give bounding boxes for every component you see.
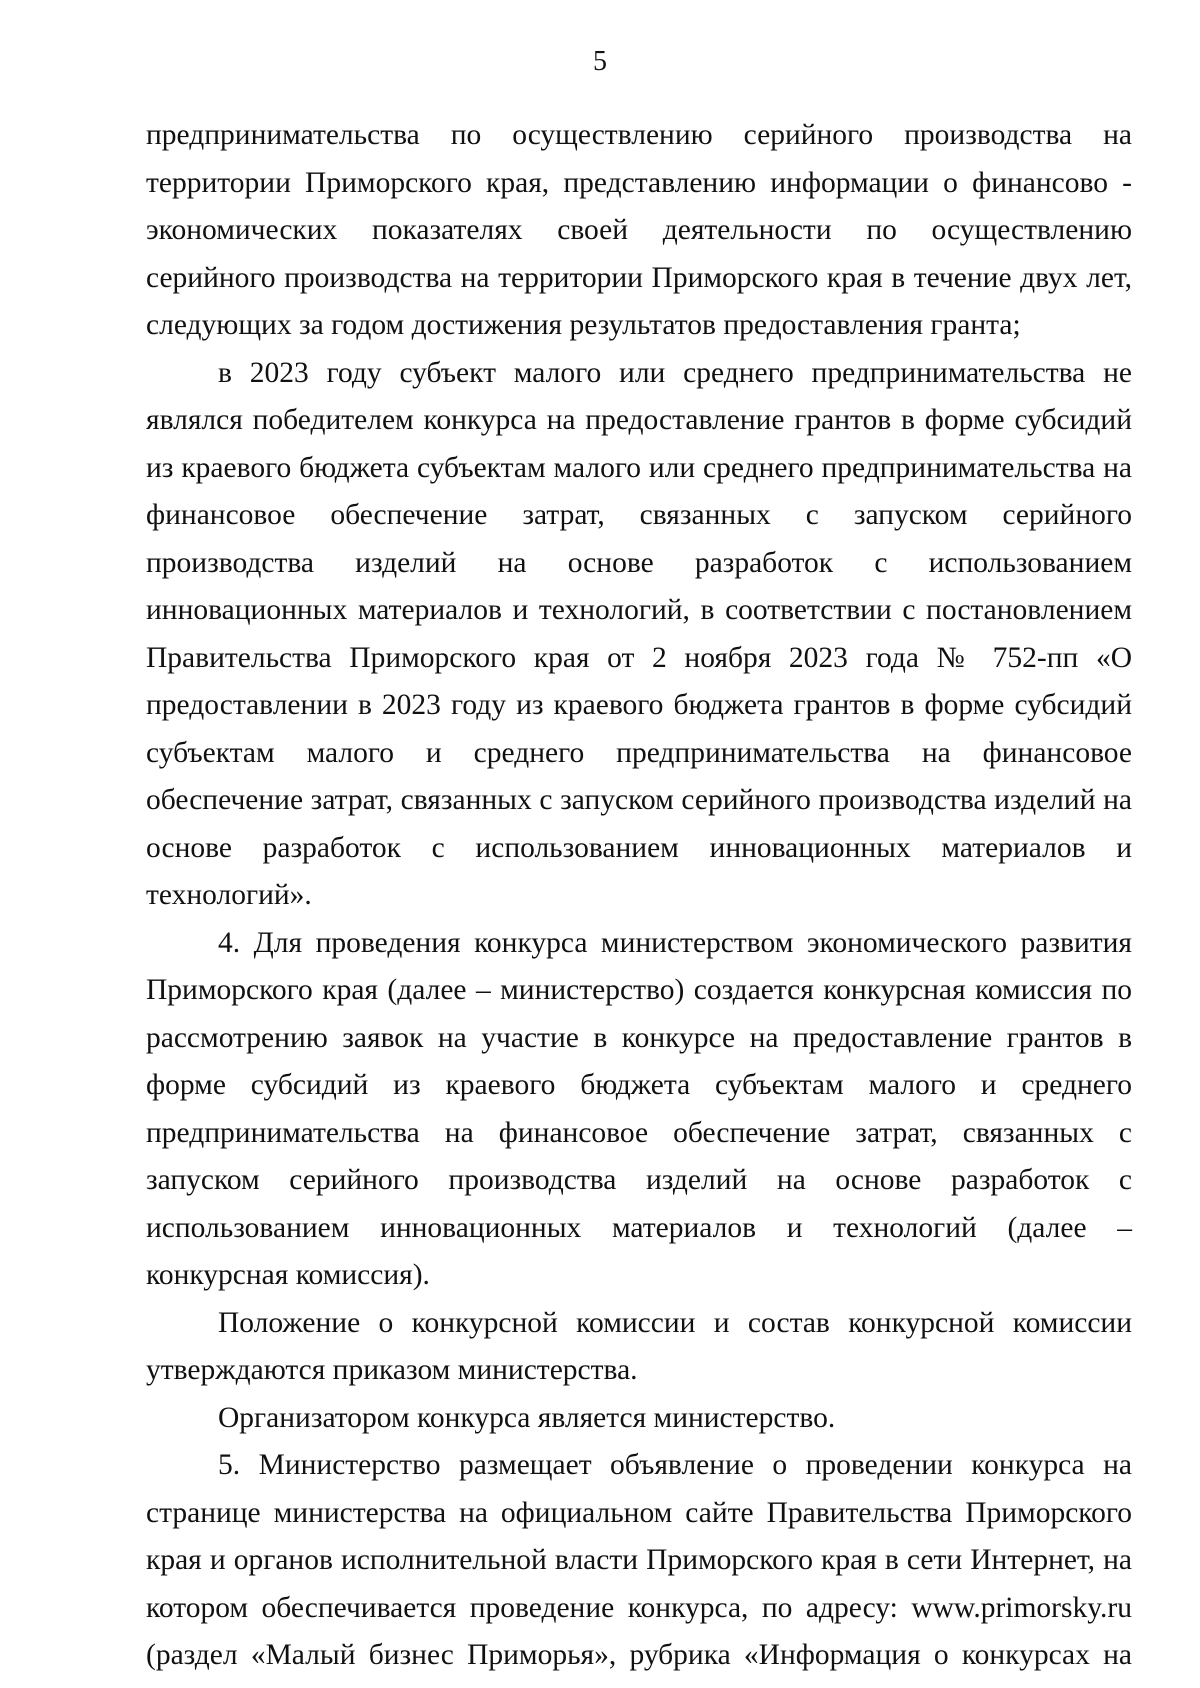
paragraph-item-4: 4. Для проведения конкурса министерством экономического развития Приморского края (далее – министерство) создается конкурсная комиссия по рассмотрению заявок на участие в конкурсе на предоставление грантов в форме субсидий из краевого бюджета субъектам малого и среднего предпринимательства на финансовое обеспечение затрат, связанных с запуском серийного производства изделий на основе разработок с использованием инновационных материалов и технологий (далее – конкурсная комиссия). (146, 926, 1132, 1291)
page-number: 5 (593, 46, 607, 77)
document-body (146, 112, 1132, 1680)
paragraph-continuation: предпринимательства по осуществлению серийного производства на территории Приморского края, представлению информации о финансово - экономических показателях своей деятельности по осуществлению серийного производства на территории Приморского края в течение двух лет, следующих за годом достижения результатов предоставления гранта; (146, 119, 1132, 341)
paragraph-commission-regulation: Положение о конкурсной комиссии и состав конкурсной комиссии утверждаются приказом министерства. (146, 1306, 1132, 1386)
paragraph-organizer: Организатором конкурса является министерство. (218, 1401, 836, 1434)
paragraph-item-5: 5. Министерство размещает объявление о проведении конкурса на странице министерства на официальном сайте Правительства Приморского края и органов исполнительной власти Приморского края в сети Интернет, на котором обеспечивается проведение конкурса, по адресу: www.primorsky.ru (раздел «Малый бизнес Приморья», рубрика «Информация о конкурсах на (146, 1449, 1132, 1671)
paragraph-condition-2023: в 2023 году субъект малого или среднего предпринимательства не являлся победителем конкурса на предоставление грантов в форме субсидий из краевого бюджета субъектам малого или среднего предпринимательства на финансовое обеспечение затрат, связанных с запуском серийного производства изделий на основе разработок с использованием инновационных материалов и технологий, в соответствии с постановлением Правительства Приморского края от 2 ноября 2023 года № 752-пп «О предоставлении в 2023 году из краевого бюджета грантов в форме субсидий субъектам малого и среднего предпринимательства на финансовое обеспечение затрат, связанных с запуском серийного производства изделий на основе разработок с использованием инновационных материалов и технологий». (146, 356, 1132, 911)
